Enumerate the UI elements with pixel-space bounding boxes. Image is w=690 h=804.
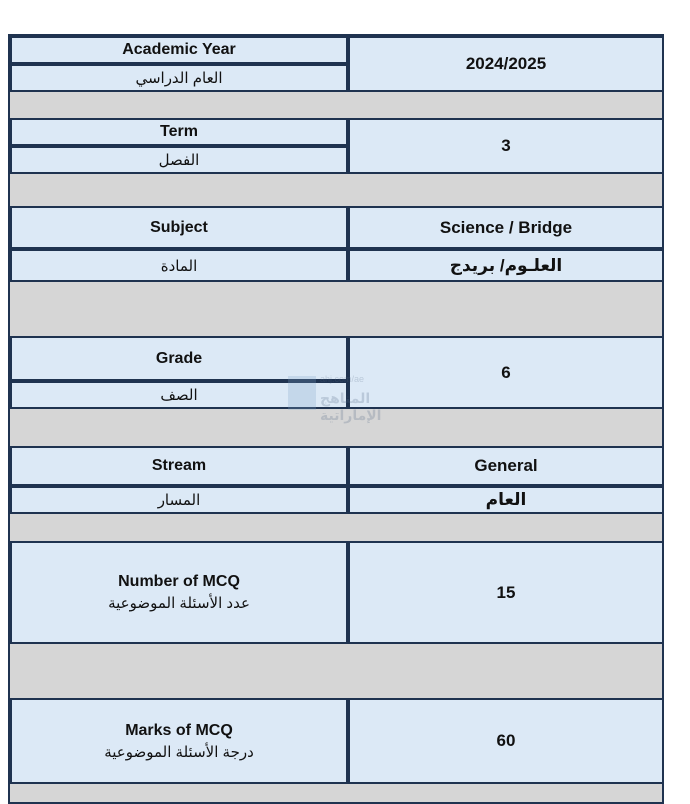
subject-value-en	[348, 206, 664, 249]
stream-label-en-text: Stream	[151, 457, 207, 474]
subject-label-ar	[10, 249, 348, 282]
academic-year-value-text: 2024/2025	[465, 54, 547, 73]
stream-value-ar	[348, 486, 664, 514]
mcq-marks-value	[348, 698, 664, 784]
academic-year-label-ar-text: العام الدراسي	[135, 70, 223, 87]
stream-value-ar-text: العام	[485, 490, 527, 509]
stream-value-en	[348, 446, 664, 486]
mcq-marks-label	[10, 698, 348, 784]
stream-value-en-text: General	[474, 456, 538, 475]
subject-label-ar-text: المادة	[160, 257, 198, 275]
academic-year-label-en-text: Academic Year	[122, 41, 236, 58]
subject-label-en	[10, 206, 348, 249]
term-label-ar-text: الفصل	[158, 152, 200, 169]
stream-label-ar	[10, 486, 348, 514]
grade-value-text: 6	[501, 362, 511, 382]
mcq-marks-label-en: Marks of MCQ	[125, 721, 233, 739]
mcq-count-value-text: 15	[496, 582, 516, 602]
mcq-count-label-ar: عدد الأسئلة الموضوعية	[108, 595, 250, 613]
subject-value-en-text: Science / Bridge	[439, 217, 573, 237]
mcq-count-label	[10, 541, 348, 644]
mcq-marks-value-text: 60	[496, 731, 516, 750]
term-label-en-text: Term	[160, 123, 198, 140]
watermark-name: المناهج الإماراتية	[320, 390, 382, 423]
grade-label-ar	[10, 381, 348, 409]
stream-label-en	[10, 446, 348, 486]
subject-value-ar-text: العلـوم/ بريدج	[449, 255, 563, 275]
stream-label-ar-text: المسار	[157, 492, 201, 509]
subject-label-en-text: Subject	[150, 218, 208, 236]
grade-label-en	[10, 336, 348, 381]
academic-year-label-ar	[10, 64, 348, 92]
term-value	[348, 118, 664, 174]
mcq-count-label-en: Number of MCQ	[118, 573, 240, 591]
academic-year-value	[348, 36, 664, 92]
grade-value	[348, 336, 664, 409]
grade-label-ar-text: الصف	[160, 387, 198, 404]
term-label-en	[10, 118, 348, 146]
subject-value-ar	[348, 249, 664, 282]
watermark-url: ahj.com/ae	[320, 374, 365, 384]
term-value-text: 3	[501, 136, 511, 155]
academic-year-label-en	[10, 36, 348, 64]
term-label-ar	[10, 146, 348, 174]
mcq-count-value	[348, 541, 664, 644]
grade-label-en-text: Grade	[155, 349, 203, 367]
mcq-marks-label-ar: درجة الأسئلة الموضوعية	[104, 743, 254, 761]
exam-info-table	[8, 34, 664, 804]
